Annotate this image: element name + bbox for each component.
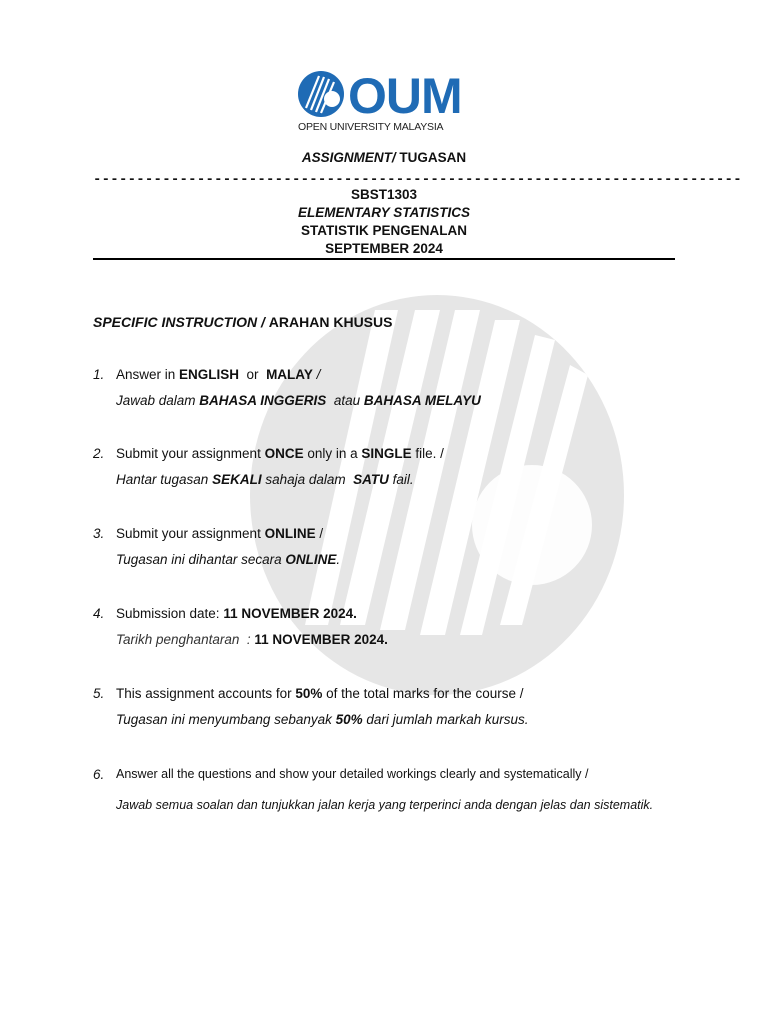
header-divider [93, 258, 675, 260]
course-title-en: ELEMENTARY STATISTICS [297, 205, 470, 220]
course-title-my: STATISTIK PENGENALAN [300, 223, 467, 238]
text-bold: BAHASA INGGERIS [199, 393, 327, 408]
item-line-my [116, 712, 528, 727]
text-bold: 11 NOVEMBER 2024. [223, 606, 357, 621]
item-number: 6. [93, 767, 105, 782]
text-bold: SEKALI [212, 472, 262, 487]
item-number: 1. [93, 367, 105, 382]
item-line-en [116, 367, 320, 382]
instructions-heading-my: ARAHAN KHUSUS [268, 314, 393, 330]
text: / [315, 526, 324, 541]
course-semester: SEPTEMBER 2024 [325, 241, 443, 256]
text-bold: SINGLE [361, 446, 412, 461]
item-line-en: Answer all the questions and show your detailed workings clearly and systematically / [116, 767, 589, 781]
instructions-heading-en: SPECIFIC INSTRUCTION [93, 314, 258, 330]
text: Tarikh penghantaran : [116, 632, 255, 647]
item-line-my: Jawab semua soalan dan tunjukkan jalan kerja yang terperinci anda dengan jelas dan sistematik. [116, 798, 654, 812]
text: of the total marks for the course / [322, 686, 524, 701]
text: Submission date: [116, 606, 224, 621]
text: This assignment accounts for [116, 686, 296, 701]
item-line-en [116, 526, 323, 541]
logo-wordmark: OUM [348, 68, 462, 124]
text-bold: ENGLISH [179, 367, 240, 382]
text: only in a [303, 446, 362, 461]
item-number: 3. [93, 526, 105, 541]
text-bold: SATU [353, 472, 389, 487]
text: / [312, 367, 321, 382]
text: fail. [388, 472, 414, 487]
item-line-my [116, 393, 481, 408]
item-line-en [116, 446, 444, 461]
item-number: 5. [93, 686, 105, 701]
dash-separator: --------------------------------------------------------------------------- [93, 172, 742, 188]
assignment-my: TUGASAN [395, 150, 467, 165]
text: dari jumlah markah kursus. [362, 712, 529, 727]
text-bold: BAHASA MELAYU [363, 393, 481, 408]
item-line-my [116, 552, 340, 567]
text-bold: ONLINE [285, 552, 337, 567]
text: file. / [411, 446, 444, 461]
text-bold: ONLINE [264, 526, 316, 541]
assignment-en: ASSIGNMENT/ [301, 150, 396, 165]
assignment-title [0, 150, 768, 165]
item-number: 4. [93, 606, 105, 621]
item-number: 2. [93, 446, 105, 461]
text: Tugasan ini dihantar secara [116, 552, 286, 567]
instructions-heading [93, 314, 392, 330]
item-line-en [116, 606, 357, 621]
text: Jawab dalam [116, 393, 200, 408]
course-code: SBST1303 [350, 187, 418, 202]
text: sahaja dalam [261, 472, 354, 487]
text: Tugasan ini menyumbang sebanyak [116, 712, 336, 727]
item-line-my [116, 632, 388, 647]
item-line-my [116, 472, 414, 487]
text-bold: ONCE [264, 446, 304, 461]
logo-subtitle: OPEN UNIVERSITY MALAYSIA [298, 121, 444, 133]
course-block [0, 186, 768, 258]
instructions-heading-sep: / [257, 314, 269, 330]
text: Submit your assignment [116, 446, 265, 461]
text-bold: 50% [335, 712, 363, 727]
text-bold: 11 NOVEMBER 2024. [254, 632, 388, 647]
text: Answer in [116, 367, 180, 382]
text-bold: MALAY [266, 367, 313, 382]
text: Submit your assignment [116, 526, 265, 541]
item-line-en [116, 686, 523, 701]
text-bold: 50% [295, 686, 323, 701]
text: or [239, 367, 267, 382]
text: atau [326, 393, 364, 408]
text: . [336, 552, 341, 567]
text: Hantar tugasan [116, 472, 213, 487]
